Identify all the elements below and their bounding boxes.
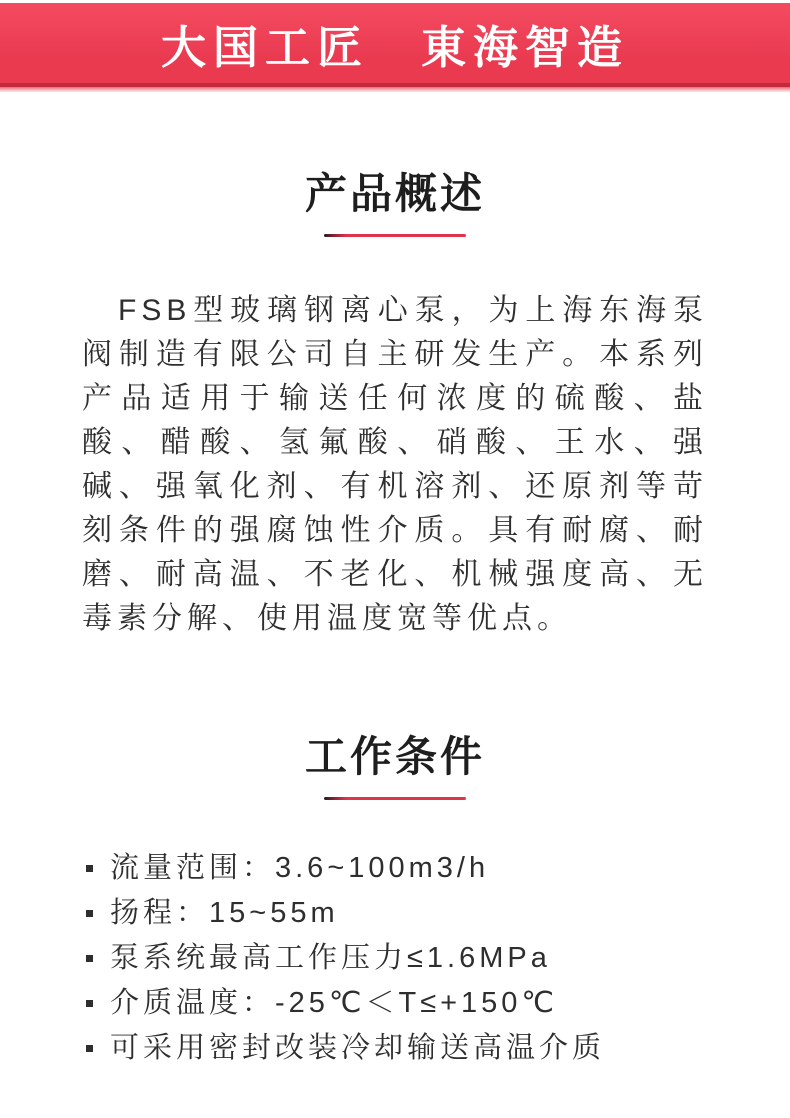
product-detail-page: [0, 3, 790, 1118]
condition-item-head: [86, 891, 726, 936]
bullet-icon: [86, 910, 93, 917]
banner-title: 大国工匠 東海智造: [160, 21, 629, 73]
condition-text: 流量范围：3.6~100m3/h: [110, 852, 490, 884]
conditions-title-underline: [324, 797, 466, 800]
conditions-list: [86, 846, 726, 1071]
bullet-icon: [86, 1000, 93, 1007]
overview-title: 产品概述: [304, 170, 485, 217]
conditions-title: 工作条件: [304, 733, 485, 780]
condition-text: 可采用密封改装冷却输送高温介质: [110, 1032, 606, 1064]
bullet-icon: [86, 955, 93, 962]
section-conditions: [0, 733, 790, 1071]
banner-fade: [0, 87, 790, 92]
condition-text: 扬程：15~55m: [110, 897, 339, 929]
condition-item-max-pressure: [86, 936, 726, 981]
condition-item-flow-range: [86, 846, 726, 891]
overview-title-underline: [324, 234, 466, 237]
condition-item-seal-cooling: [86, 1026, 726, 1071]
section-overview: [0, 170, 790, 641]
bullet-icon: [86, 865, 93, 872]
overview-paragraph: FSB型玻璃钢离心泵，为上海东海泵阀制造有限公司自主研发生产。本系列产品适用于输送任何浓度的硫酸、盐酸、醋酸、氢氟酸、硝酸、王水、强碱、强氧化剂、有机溶剂、还原剂等苛刻条件的强腐蚀性介质。具有耐腐、耐磨、耐高温、不老化、机械强度高、无毒素分解、使用温度宽等优点。: [82, 294, 708, 635]
condition-text: 泵系统最高工作压力≤1.6MPa: [110, 942, 551, 974]
condition-item-medium-temperature: [86, 981, 726, 1026]
banner: [0, 3, 790, 83]
condition-text: 介质温度：-25℃＜T≤+150℃: [110, 987, 559, 1019]
bullet-icon: [86, 1045, 93, 1052]
